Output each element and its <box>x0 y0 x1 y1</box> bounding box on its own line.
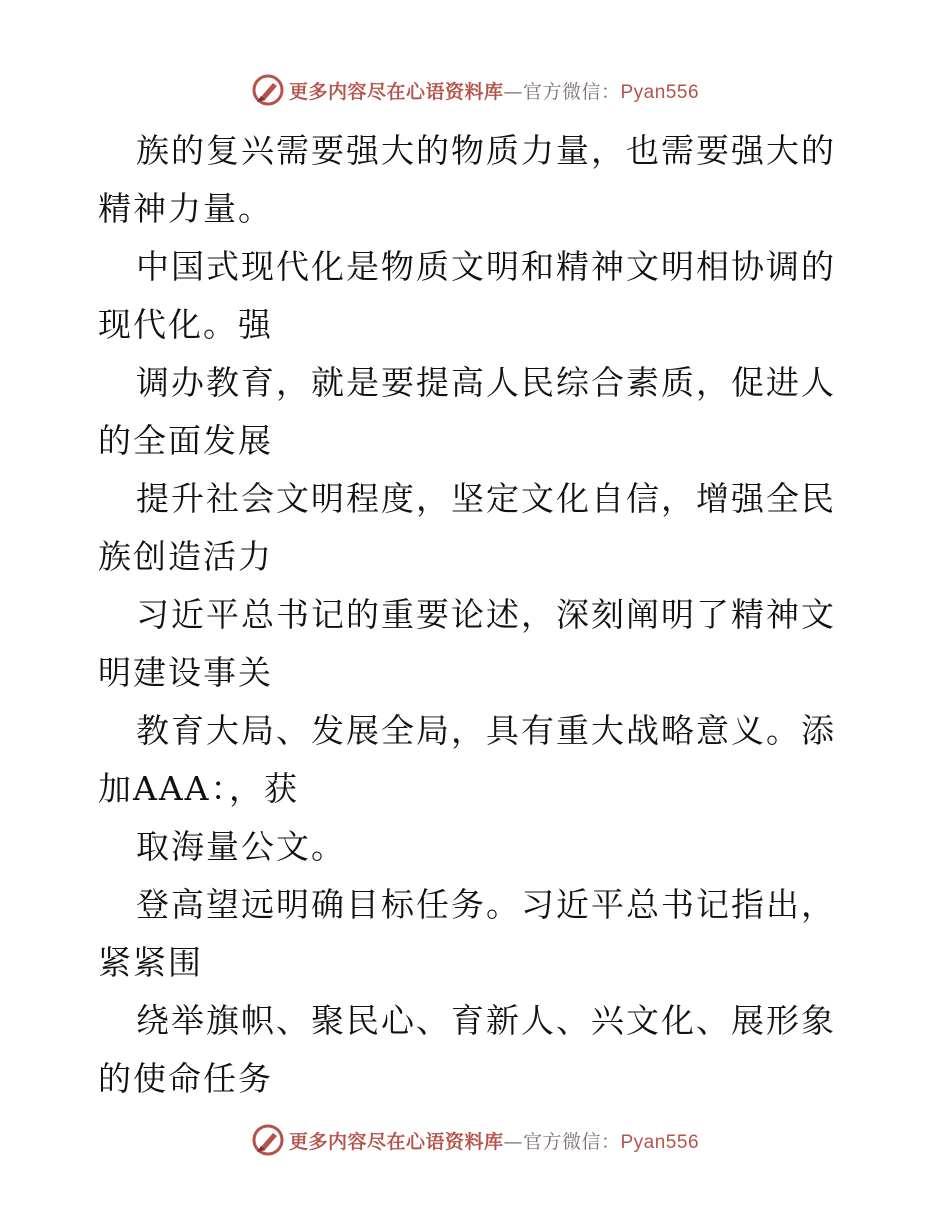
banner-account-label: 官方微信： <box>522 80 621 103</box>
banner-separator: — <box>503 80 523 103</box>
banner-text <box>289 77 699 104</box>
banner-text <box>289 1127 699 1154</box>
paragraph: 中国式现代化是物质文明和精神文明相协调的现代化。强 <box>98 247 836 344</box>
header-banner <box>0 70 950 110</box>
pen-nib-logo-icon <box>251 73 285 107</box>
paragraph: 提升社会文明程度，坚定文化自信，增强全民族创造活力 <box>98 479 836 576</box>
paragraph: 教育大局、发展全局，具有重大战略意义。添加AAA：，获 <box>98 711 836 808</box>
pen-nib-logo-icon <box>251 1123 285 1157</box>
document-body <box>98 122 858 1108</box>
paragraph: 登高望远明确目标任务。习近平总书记指出，紧紧围 <box>98 885 836 982</box>
paragraph: 调办教育，就是要提高人民综合素质，促进人的全面发展 <box>98 363 836 460</box>
banner-brand: 更多内容尽在心语资料库 <box>288 80 504 103</box>
banner-account-id: Pyan556 <box>620 1131 700 1153</box>
banner-brand: 更多内容尽在心语资料库 <box>288 1130 504 1153</box>
banner-account-label: 官方微信： <box>522 1130 621 1153</box>
footer-banner <box>0 1120 950 1160</box>
paragraph: 族的复兴需要强大的物质力量，也需要强大的精神力量。 <box>98 131 836 228</box>
paragraph: 绕举旗帜、聚民心、育新人、兴文化、展形象的使命任务 <box>98 1001 836 1098</box>
banner-account-id: Pyan556 <box>620 81 700 103</box>
paragraph: 习近平总书记的重要论述，深刻阐明了精神文明建设事关 <box>98 595 836 692</box>
banner-separator: — <box>503 1130 523 1153</box>
paragraph: 取海量公文。 <box>136 827 346 866</box>
